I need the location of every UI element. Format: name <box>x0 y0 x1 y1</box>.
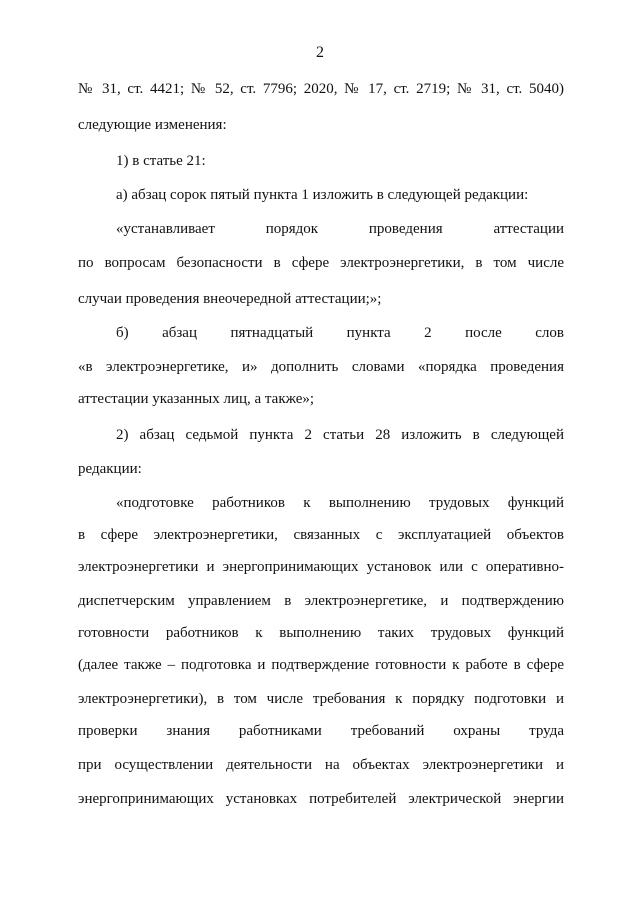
text-line: проверки знания работниками требований охраны труда <box>78 723 564 739</box>
text-line: б) абзац пятнадцатый пункта 2 после слов <box>116 325 564 341</box>
text-line: по вопросам безопасности в сфере электроэнергетики, в том числе <box>78 255 564 271</box>
text-line: «в электроэнергетике, и» дополнить словами «порядка проведения <box>78 359 564 375</box>
text-line: аттестации указанных лиц, а также»; <box>78 391 315 407</box>
text-line: случаи проведения внеочередной аттестации;»; <box>78 291 382 307</box>
text-line: 1) в статье 21: <box>116 153 206 169</box>
text-line: 2) абзац седьмой пункта 2 статьи 28 изложить в следующей <box>116 427 564 443</box>
text-line: редакции: <box>78 461 142 477</box>
page-number: 2 <box>316 44 324 61</box>
text-line: электроэнергетики), в том числе требования к порядку подготовки и <box>78 691 564 707</box>
text-line: «подготовке работников к выполнению трудовых функций <box>116 495 564 511</box>
text-line: № 31, ст. 4421; № 52, ст. 7796; 2020, № 17, ст. 2719; № 31, ст. 5040) <box>78 81 564 97</box>
text-line: диспетчерским управлением в электроэнергетике, и подтверждению <box>78 593 564 609</box>
text-line: готовности работников к выполнению таких трудовых функций <box>78 625 564 641</box>
text-line: а) абзац сорок пятый пункта 1 изложить в следующей редакции: <box>116 187 529 203</box>
text-line: энергопринимающих установках потребителей электрической энергии <box>78 791 564 807</box>
text-line: следующие изменения: <box>78 117 227 133</box>
text-line: при осуществлении деятельности на объектах электроэнергетики и <box>78 757 564 773</box>
text-line: в сфере электроэнергетики, связанных с эксплуатацией объектов <box>78 527 564 543</box>
text-line: (далее также – подготовка и подтверждение готовности к работе в сфере <box>78 657 564 673</box>
text-line: электроэнергетики и энергопринимающих установок или с оперативно- <box>78 559 564 575</box>
text-line: «устанавливает порядок проведения аттестации <box>116 221 564 237</box>
